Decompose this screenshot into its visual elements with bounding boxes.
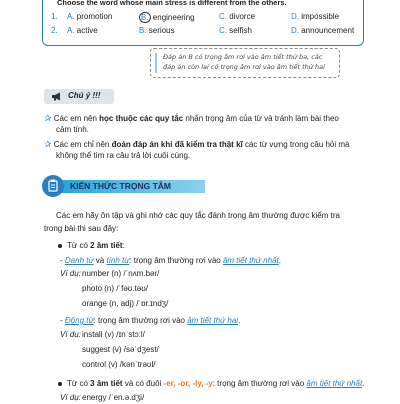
note-line: đáp án còn lại có trọng âm rơi vào âm tiết thứ hai — [163, 63, 325, 71]
intro-line: Các em hãy ôn tập và ghi nhớ các quy tắc đánh trọng âm thường được kiểm tra — [56, 211, 340, 220]
option-2a: A. active — [67, 26, 98, 35]
answer-note — [150, 48, 340, 78]
clipboard-icon — [42, 175, 64, 197]
section-title: KIẾN THỨC TRỌNG TÂM — [70, 181, 172, 191]
note-line: Đáp án B có trọng âm rơi vào âm tiết thứ ba, các — [163, 53, 323, 61]
example-word: install (v) /ɪnˈstɔːl/ — [82, 330, 145, 339]
example-word: orange (n, adj) /ˈɒr.ɪndʒ/ — [82, 299, 169, 308]
rule-three-syllable: Từ có 3 âm tiết và có đuôi -er, -or, -ly, -y: trọng âm thường rơi vào âm tiết thứ nhất. — [58, 378, 364, 390]
exercise-row-number: 2. — [51, 26, 58, 35]
star-icon: ✰ — [44, 113, 52, 123]
rule-verb: - Động từ: trọng âm thường rơi vào âm tiết thứ hai. — [60, 316, 241, 325]
option-1b: B. engineering — [141, 13, 195, 22]
intro-line: trong bài thi sau đây: — [44, 224, 119, 233]
note-accent-bar — [155, 53, 157, 73]
circled-answer-mark: B. — [141, 13, 149, 22]
bullet-dot — [58, 244, 62, 248]
example-label: Ví dụ: — [60, 269, 81, 278]
attention-label: Chú ý !!! — [68, 91, 101, 100]
example-word: suggest (v) /səˈdʒest/ — [82, 345, 159, 354]
example-label: Ví dụ: — [60, 330, 81, 339]
option-1c: C. divorce — [219, 12, 256, 21]
attention-banner — [44, 89, 114, 104]
option-1d: D. impossible — [291, 12, 340, 21]
section-icon-circle — [42, 175, 64, 197]
option-1a: A. promotion — [67, 12, 113, 21]
rule-noun-adj: - Danh từ và tính từ: trọng âm thường rơi vào âm tiết thứ nhất. — [60, 256, 281, 265]
example-word: control (v) /kənˈtrəʊl/ — [82, 360, 156, 369]
example-label: Ví dụ: — [60, 393, 81, 402]
exercise-row-number: 1. — [51, 12, 58, 21]
option-2c: C. selfish — [219, 26, 252, 35]
option-2b: B. serious — [139, 26, 175, 35]
exercise-box — [42, 0, 364, 46]
example-word: number (n) /ˈnʌm.bər/ — [82, 269, 160, 278]
example-word: energy /ˈen.ə.dʒi/ — [82, 393, 145, 402]
tip-line: cảm tính. — [56, 125, 89, 134]
megaphone-icon — [51, 92, 63, 101]
star-icon: ✰ — [44, 139, 52, 149]
exercise-instruction: Choose the word whose main stress is different from the others. — [57, 0, 287, 7]
tip-item: ✰ Các em nên học thuộc các quy tắc nhấn trọng âm của từ và tránh làm bài theo — [44, 113, 339, 123]
tip-item: ✰ Các em chỉ nên đoán đáp án khi đã kiểm tra thật kĩ các từ vựng trong câu hỏi mà — [44, 139, 350, 149]
bullet-dot — [58, 382, 62, 386]
tip-line: không thể tìm ra câu trả lời cuối cùng. — [56, 151, 191, 160]
option-2d: D. announcement — [291, 26, 355, 35]
example-word: photo (n) /ˈfəʊ.təʊ/ — [82, 284, 149, 293]
rule-two-syllable: Từ có 2 âm tiết: — [58, 240, 125, 252]
